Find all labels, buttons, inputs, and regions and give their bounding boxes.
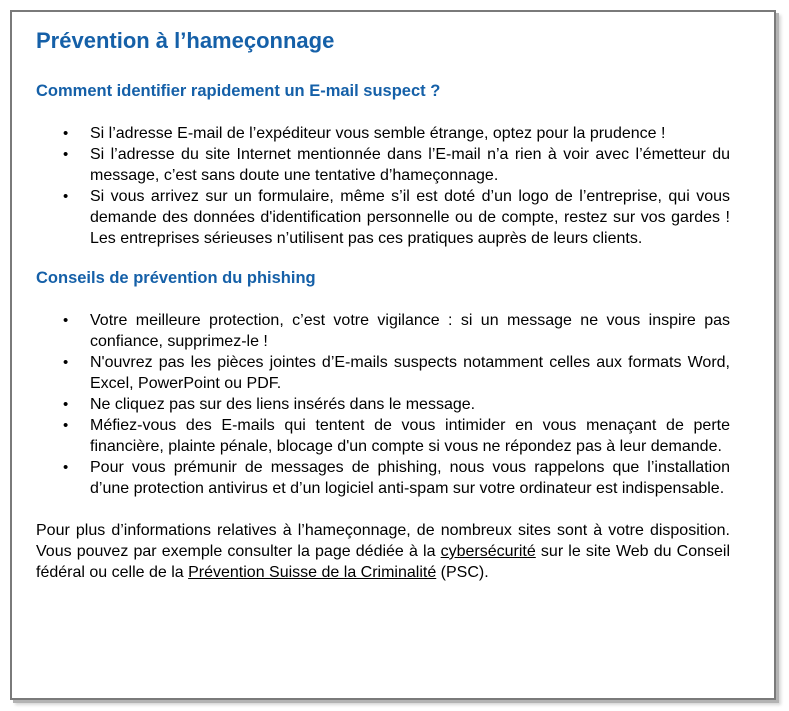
list-item: • Si l’adresse E-mail de l’expéditeur vous semble étrange, optez pour la prudence ! — [90, 123, 730, 144]
list-item: • Pour vous prémunir de messages de phishing, nous vous rappelons que l’installation d’une protection antivirus et d’un logiciel anti-spam sur votre ordinateur est indispensable. — [90, 457, 730, 499]
list-item: • Si l’adresse du site Internet mentionnée dans l’E-mail n’a rien à voir avec l’émetteur du message, c’est sans doute une tentative d’hameçonnage. — [90, 144, 730, 186]
psc-link[interactable]: Prévention Suisse de la Criminalité — [188, 564, 437, 581]
closing-text-end: (PSC). — [436, 564, 489, 581]
identify-tips-list — [36, 123, 730, 249]
section-heading-prevention: Conseils de prévention du phishing — [36, 269, 316, 287]
section-heading-identify: Comment identifier rapidement un E-mail suspect ? — [36, 82, 441, 100]
article-content — [36, 26, 730, 583]
closing-text-start: Pour plus d’informations relatives à l’hameçonnage, de nombreux sites sont à votre disposition. Vous pouvez par exemple consulter la page dédiée à la — [36, 522, 730, 560]
prevention-tips-list — [36, 310, 730, 499]
article-frame — [10, 10, 776, 700]
closing-paragraph — [36, 520, 730, 583]
list-item: • Ne cliquez pas sur des liens insérés dans le message. — [90, 394, 730, 415]
closing-text-middle: sur le site Web du Conseil fédéral ou celle de la — [36, 543, 731, 581]
cybersecurity-link[interactable]: cybersécurité — [440, 543, 536, 560]
list-item: • N'ouvrez pas les pièces jointes d’E-mails suspects notamment celles aux formats Word, Excel, PowerPoint ou PDF. — [90, 352, 730, 394]
list-item: • Si vous arrivez sur un formulaire, même s’il est doté d’un logo de l’entreprise, qui vous demande des données d'identification personnelle ou de compte, restez sur vos gardes ! Les entreprises sérieuses n’utilisent pas ces pratiques auprès de leurs clients. — [90, 186, 730, 249]
list-item: • Méfiez-vous des E-mails qui tentent de vous intimider en vous menaçant de perte financière, plainte pénale, blocage d'un compte si vous ne répondez pas à leur demande. — [90, 415, 730, 457]
page-title: Prévention à l’hameçonnage — [36, 28, 335, 53]
list-item: • Votre meilleure protection, c’est votre vigilance : si un message ne vous inspire pas confiance, supprimez-le ! — [90, 310, 730, 352]
